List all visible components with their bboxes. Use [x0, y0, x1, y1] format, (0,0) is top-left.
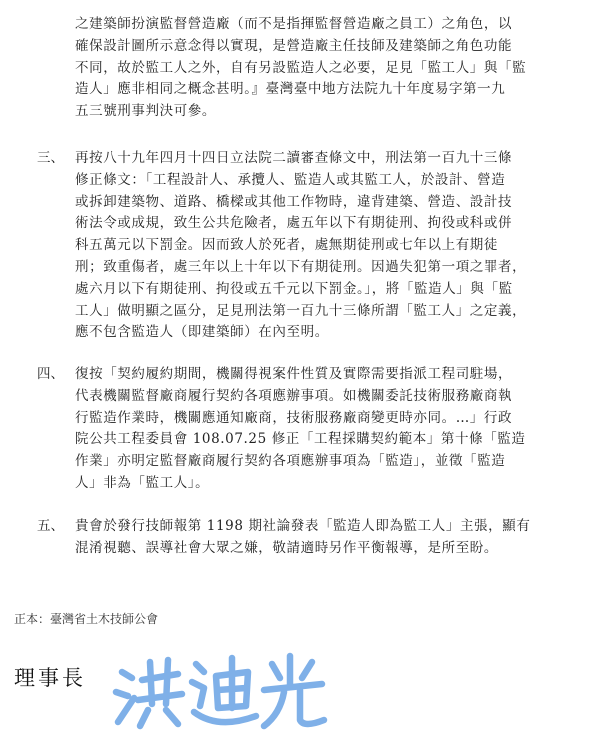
paragraph-line: 處六月以下有期徒刑、拘役或五千元以下罰金。」，將「監造人」與「監 [75, 280, 513, 297]
item-number: 三、 [37, 150, 64, 166]
paragraph-line: 修正條文：「工程設計人、承攬人、監造人或其監工人，於設計、營造 [75, 171, 506, 188]
paragraph-line: 復按「契約履約期間，機關得視案件性質及實際需要指派工程司駐場， [75, 366, 513, 382]
item-two-continuation [75, 14, 575, 123]
paragraph-line: 行監造作業時，機關應通知廠商，技術服務廠商變更時亦同。…」行政 [75, 409, 513, 426]
paragraph-line: 術法令或成規，致生公共危險者，處五年以下有期徒刑、拘役或科或併 [75, 215, 513, 232]
item-number: 五、 [37, 518, 64, 534]
paragraph-line: 五三號刑事判決可參。 [75, 103, 216, 120]
paragraph-line: 再按八十九年四月十四日立法院二讀審查條文中，刑法第一百九十三條 [75, 150, 513, 166]
item-five-body [75, 516, 580, 560]
paragraph-line: 作業」亦明定監督廠商履行契約各項應辦事項為「監造」，並徵「監造 [75, 453, 506, 470]
paragraph-line: 代表機關監督廠商履行契約各項應辦事項。如機關委託技術服務廠商執 [75, 387, 513, 404]
paragraph-line: 工人」做明顯之區分，足見刑法第一百九十三條所謂「監工人」之定義， [75, 302, 527, 319]
paragraph-line: 不同，故於監工人之外，自有另設監造人之必要，足見「監工人」與「監 [75, 59, 527, 76]
paragraph-line: 混淆視聽、誤導社會大眾之嫌，敬請適時另作平衡報導，是所至盼。 [75, 539, 498, 556]
chairman-title: 理事長 [14, 666, 86, 690]
item-four-body [75, 364, 580, 495]
paragraph-line: 刑；致重傷者，處三年以上十年以下有期徒刑。因過失犯第一項之罪者， [75, 258, 527, 275]
paragraph-line: 院公共工程委員會 108.07.25 修正「工程採購契約範本」第十條「監造 [75, 431, 526, 448]
paragraph-line: 應不包含監造人（即建築師）在內至明。 [75, 324, 329, 341]
item-number: 四、 [37, 366, 64, 382]
paragraph-line: 確保設計圖所示意念得以實現，是營造廠主任技師及建築師之角色功能 [75, 37, 513, 54]
paragraph-line: 之建築師扮演監督營造廠（而不是指揮監督營造廠之員工）之角色，以 [75, 16, 513, 32]
handwritten-signature [108, 650, 330, 734]
paragraph-line: 或拆卸建築物、道路、橋樑或其他工作物時，違背建築、營造、設計技 [75, 193, 513, 210]
paragraph-line: 人」非為「監工人」。 [75, 474, 210, 491]
paragraph-line: 貴會於發行技師報第 1198 期社論發表「監造人即為監工人」主張，顯有 [75, 518, 531, 534]
paragraph-line: 科五萬元以下罰金。因而致人於死者，處無期徒刑或七年以上有期徒 [75, 237, 498, 254]
item-three-body [75, 148, 580, 344]
paragraph-line: 造人」應非相同之概念甚明。』臺灣臺中地方法院九十年度易字第一九 [75, 81, 506, 98]
cc-recipient: 正本：臺灣省土木技師公會 [14, 612, 159, 626]
